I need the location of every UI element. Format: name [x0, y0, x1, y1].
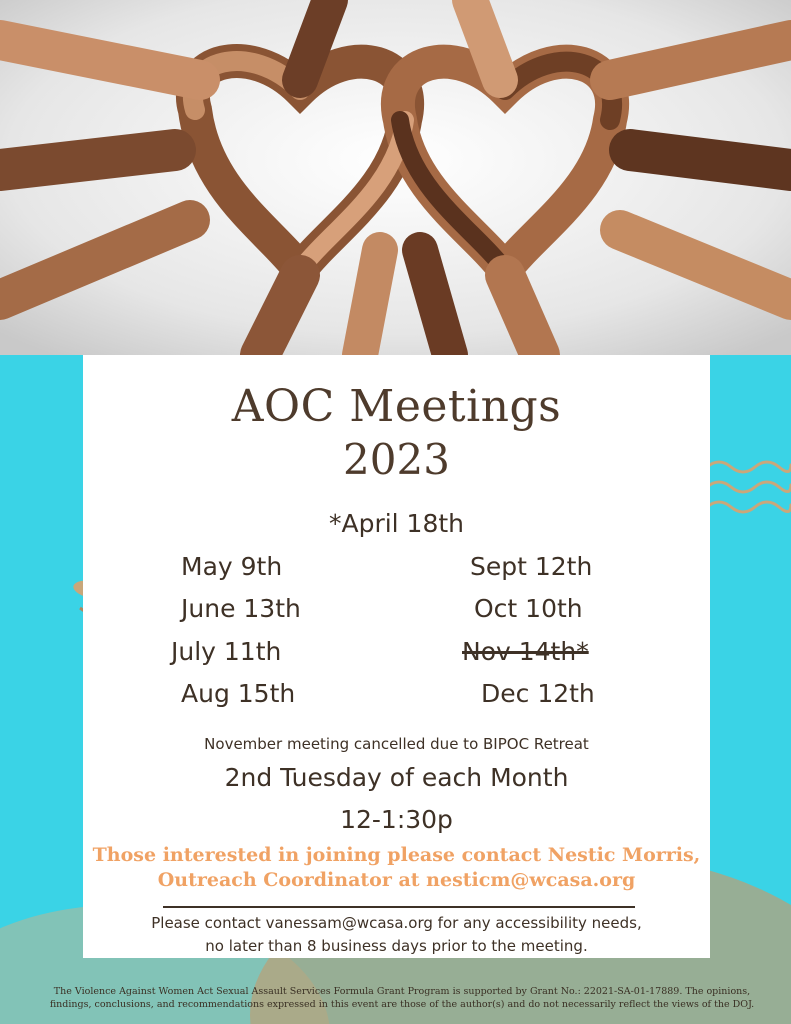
schedule-frequency: 2nd Tuesday of each Month	[224, 763, 569, 792]
divider	[163, 906, 635, 908]
date-right-1: Sept 12th	[470, 552, 593, 581]
schedule-time: 12-1:30p	[340, 805, 453, 834]
accessibility-line1: Please contact vanessam@wcasa.org for any accessibility needs,	[151, 914, 642, 932]
date-left-1: May 9th	[181, 552, 283, 581]
hands-heart-icon	[0, 0, 791, 355]
date-left-3: July 11th	[171, 637, 282, 666]
wave-lines-icon	[705, 455, 791, 525]
join-contact-line2: Outreach Coordinator at nesticm@wcasa.org	[157, 869, 636, 891]
page-year: 2023	[343, 435, 450, 484]
disclaimer-line1: The Violence Against Women Act Sexual Assault Services Formula Grant Program is supported by Grant No.: 22021-SA-01-17889. The opinions,	[53, 986, 751, 997]
date-left-4: Aug 15th	[181, 679, 296, 708]
date-left-2: June 13th	[181, 594, 301, 623]
cancellation-note: November meeting cancelled due to BIPOC Retreat	[204, 735, 589, 753]
accessibility-line2: no later than 8 business days prior to the meeting.	[205, 937, 588, 955]
join-contact-line1: Those interested in joining please contact Nestic Morris,	[92, 844, 701, 866]
page-title: AOC Meetings	[231, 381, 562, 432]
disclaimer-line2: findings, conclusions, and recommendations expressed in this event are those of the author(s) and do not necessarily reflect the views of the DOJ.	[49, 999, 755, 1010]
header-photo	[0, 0, 791, 355]
date-right-4: Dec 12th	[481, 679, 595, 708]
date-right-2: Oct 10th	[474, 594, 583, 623]
grant-disclaimer	[22, 985, 782, 1011]
date-first: *April 18th	[328, 509, 465, 538]
date-right-3-cancelled: Nov 14th*	[462, 637, 589, 666]
meeting-card	[83, 355, 710, 958]
